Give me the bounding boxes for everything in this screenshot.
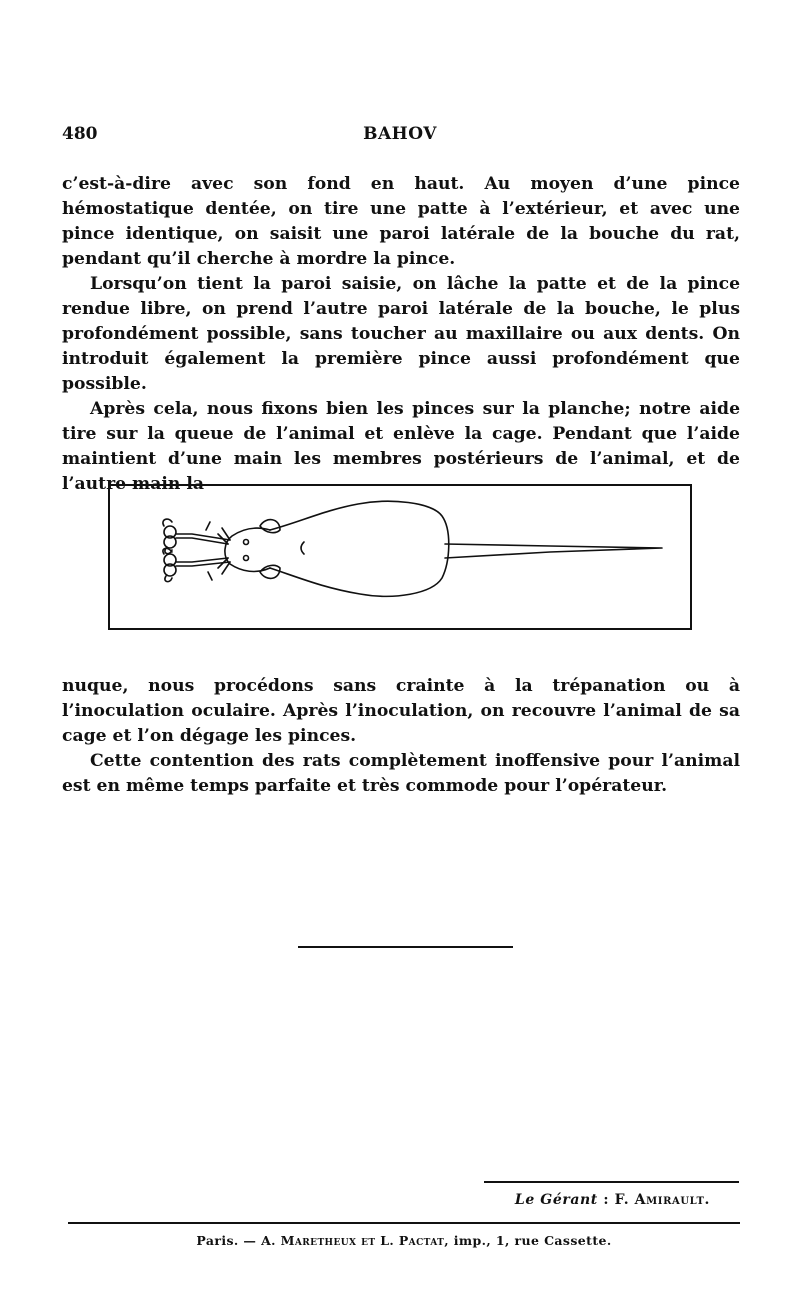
gerant-rule xyxy=(484,1181,739,1183)
page-header xyxy=(62,124,738,152)
printer-imprint xyxy=(68,1233,740,1248)
paragraph: Cette contention des rats complètement inoffensive pour l’animal est en même temps parfaite et très commode pour l’opérateur. xyxy=(62,751,740,796)
imprint-prefix: Paris. — xyxy=(196,1233,262,1248)
running-title: BAHOV xyxy=(363,124,437,144)
rat-whiskers xyxy=(218,528,230,574)
rat-body xyxy=(270,501,449,596)
rat-spine-mark xyxy=(301,542,304,554)
paragraph: nuque, nous procédons sans crainte à la trépanation ou à l’inoculation oculaire. Après l’inoculation, on recouvre l’animal de sa cage et l’on dégage les pinces. xyxy=(62,676,740,746)
page-number: 480 xyxy=(62,124,98,144)
body-text-top xyxy=(62,172,740,497)
rat-eye xyxy=(244,556,249,561)
gerant-line xyxy=(484,1192,710,1208)
imprint-printers: A. Maretheux et L. Pactat xyxy=(261,1233,445,1248)
paragraph: Après cela, nous fixons bien les pinces sur la planche; notre aide tire sur la queue de l’animal et enlève la cage. Pendant que l’aide maintient d’une main les membres postérieurs de l’animal, et de l’autre main la xyxy=(62,399,740,494)
paragraph: Lorsqu’on tient la paroi saisie, on lâche la patte et de la pince rendue libre, on prend l’autre paroi latérale de la bouche, le plus profondément possible, sans toucher au maxillaire ou aux dents. On introduit également la première pince aussi profondément que possible. xyxy=(62,274,740,394)
gerant-name: F. Amirault. xyxy=(614,1192,710,1208)
rat-tail xyxy=(445,544,662,558)
rat-leg-marks xyxy=(206,522,212,580)
gerant-label: Le Gérant xyxy=(514,1192,598,1208)
rat-eye xyxy=(244,540,249,545)
gerant-separator: : xyxy=(597,1192,615,1208)
rat-figure xyxy=(108,484,692,630)
imprint-suffix: , imp., 1, rue Cassette. xyxy=(444,1233,612,1248)
rat-illustration xyxy=(110,486,694,632)
rat-head xyxy=(225,528,270,571)
footer-rule xyxy=(68,1222,740,1224)
section-divider xyxy=(298,946,513,948)
forceps-lower xyxy=(176,558,228,562)
body-text-bottom xyxy=(62,674,740,799)
paragraph: c’est-à-dire avec son fond en haut. Au moyen d’une pince hémostatique dentée, on tire une patte à l’extérieur, et avec une pince identique, on saisit une paroi latérale de la bouche du rat, pendant qu’il cherche à mordre la pince. xyxy=(62,174,740,269)
